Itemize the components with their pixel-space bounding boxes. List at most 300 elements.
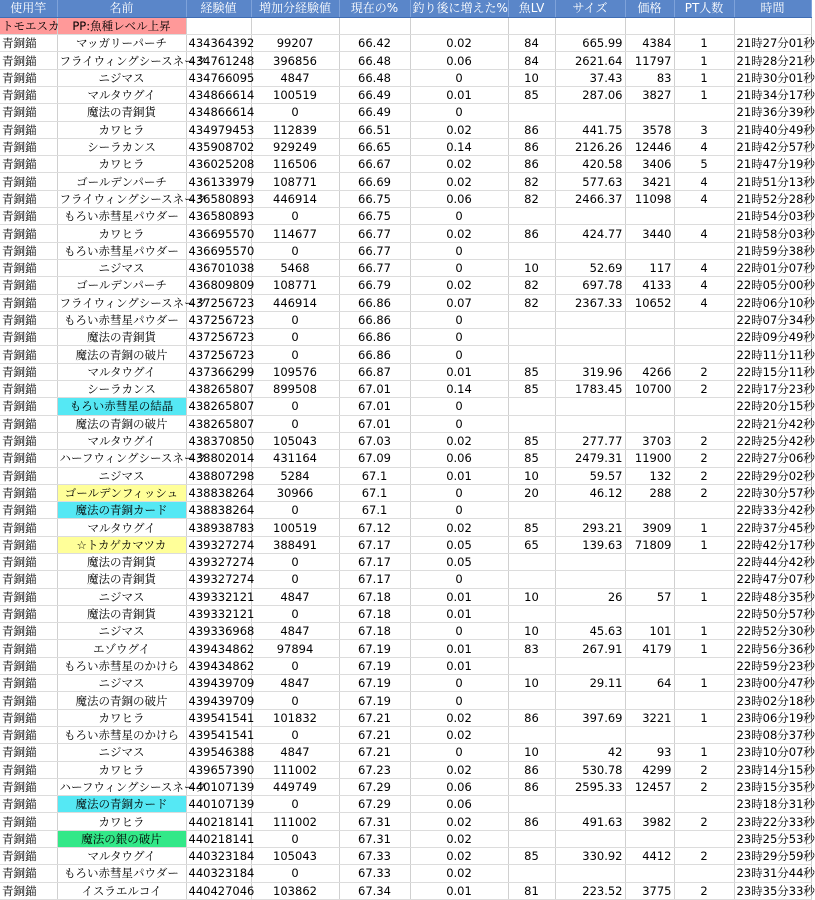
level-cell[interactable]: 10 (508, 259, 555, 276)
name-cell[interactable]: もろい赤彗星パウダー (57, 865, 186, 882)
inc-cell[interactable]: 0 (410, 104, 508, 121)
inc-cell[interactable]: 0.01 (410, 467, 508, 484)
size-cell[interactable]: 42 (555, 744, 625, 761)
size-cell[interactable] (555, 398, 625, 415)
inc-cell[interactable]: 0 (410, 415, 508, 432)
level-cell[interactable]: 81 (508, 882, 555, 899)
level-cell[interactable]: 82 (508, 294, 555, 311)
rod-cell[interactable]: 青銅錨 (0, 242, 57, 259)
pt-cell[interactable] (674, 311, 734, 328)
rod-cell[interactable]: 青銅錨 (0, 311, 57, 328)
inc-cell[interactable]: 0.01 (410, 363, 508, 380)
name-cell[interactable]: 魔法の青銅貨 (57, 329, 186, 346)
pt-cell[interactable]: 2 (674, 848, 734, 865)
rod-cell[interactable]: 青銅錨 (0, 190, 57, 207)
name-cell[interactable]: カワヒラ (57, 813, 186, 830)
price-cell[interactable] (625, 865, 674, 882)
time-cell[interactable]: 23時14分15秒 (734, 761, 811, 778)
size-cell[interactable] (555, 415, 625, 432)
inc-cell[interactable]: 0.14 (410, 381, 508, 398)
level-cell[interactable]: 85 (508, 381, 555, 398)
pct-cell[interactable]: 67.18 (339, 588, 410, 605)
rod-cell[interactable]: 青銅錨 (0, 346, 57, 363)
level-cell[interactable] (508, 311, 555, 328)
exp-cell[interactable]: 436701038 (186, 259, 251, 276)
exp-cell[interactable]: 439332121 (186, 588, 251, 605)
time-cell[interactable]: 22時56分36秒 (734, 640, 811, 657)
inc-cell[interactable]: 0 (410, 259, 508, 276)
name-cell[interactable]: もろい赤彗星のかけら (57, 726, 186, 743)
gain-cell[interactable]: 109576 (251, 363, 339, 380)
inc-cell[interactable]: 0 (410, 242, 508, 259)
level-cell[interactable]: 84 (508, 35, 555, 52)
exp-cell[interactable]: 439546388 (186, 744, 251, 761)
pt-cell[interactable]: 4 (674, 173, 734, 190)
pct-cell[interactable]: 66.77 (339, 242, 410, 259)
gain-cell[interactable]: 4847 (251, 675, 339, 692)
level-cell[interactable]: 10 (508, 675, 555, 692)
level-cell[interactable] (508, 830, 555, 847)
pct-cell[interactable]: 67.34 (339, 882, 410, 899)
gain-cell[interactable]: 108771 (251, 173, 339, 190)
rod-cell[interactable]: 青銅錨 (0, 709, 57, 726)
exp-cell[interactable]: 438807298 (186, 467, 251, 484)
level-cell[interactable] (508, 104, 555, 121)
inc-cell[interactable]: 0 (410, 744, 508, 761)
gain-cell[interactable]: 100519 (251, 86, 339, 103)
name-cell[interactable]: 魔法の青銅の破片 (57, 415, 186, 432)
level-cell[interactable]: 86 (508, 138, 555, 155)
price-cell[interactable]: 3440 (625, 225, 674, 242)
price-cell[interactable]: 64 (625, 675, 674, 692)
pct-cell[interactable]: 67.01 (339, 398, 410, 415)
inc-cell[interactable]: 0.06 (410, 450, 508, 467)
pt-cell[interactable]: 4 (674, 138, 734, 155)
time-cell[interactable]: 23時18分31秒 (734, 796, 811, 813)
column-header[interactable]: 現在の% (339, 0, 410, 17)
exp-cell[interactable]: 434761248 (186, 52, 251, 69)
inc-cell[interactable]: 0 (410, 692, 508, 709)
pt-cell[interactable] (674, 502, 734, 519)
exp-cell[interactable]: 434364392 (186, 35, 251, 52)
pct-cell[interactable]: 66.48 (339, 69, 410, 86)
exp-cell[interactable]: 440107139 (186, 796, 251, 813)
gain-cell[interactable]: 116506 (251, 156, 339, 173)
size-cell[interactable] (555, 208, 625, 225)
pt-cell[interactable] (674, 17, 734, 34)
price-cell[interactable]: 10652 (625, 294, 674, 311)
exp-cell[interactable] (186, 17, 251, 34)
rod-cell[interactable]: 青銅錨 (0, 554, 57, 571)
gain-cell[interactable]: 0 (251, 571, 339, 588)
inc-cell[interactable]: 0.02 (410, 519, 508, 536)
time-cell[interactable]: 22時01分07秒 (734, 259, 811, 276)
inc-cell[interactable]: 0 (410, 398, 508, 415)
exp-cell[interactable]: 434766095 (186, 69, 251, 86)
gain-cell[interactable]: 111002 (251, 813, 339, 830)
inc-cell[interactable]: 0.02 (410, 173, 508, 190)
gain-cell[interactable]: 396856 (251, 52, 339, 69)
name-cell[interactable]: フライウィングシースネーク (57, 190, 186, 207)
inc-cell[interactable]: 0.02 (410, 709, 508, 726)
exp-cell[interactable]: 437256723 (186, 346, 251, 363)
pct-cell[interactable]: 66.86 (339, 294, 410, 311)
time-cell[interactable]: 22時44分42秒 (734, 554, 811, 571)
gain-cell[interactable]: 0 (251, 329, 339, 346)
rod-cell[interactable]: 青銅錨 (0, 692, 57, 709)
level-cell[interactable]: 10 (508, 744, 555, 761)
pt-cell[interactable] (674, 726, 734, 743)
rod-cell[interactable]: 青銅錨 (0, 259, 57, 276)
name-cell[interactable]: マッガリーパーチ (57, 35, 186, 52)
size-cell[interactable]: 420.58 (555, 156, 625, 173)
pct-cell[interactable]: 66.77 (339, 225, 410, 242)
inc-cell[interactable]: 0.05 (410, 554, 508, 571)
price-cell[interactable]: 71809 (625, 536, 674, 553)
gain-cell[interactable]: 446914 (251, 190, 339, 207)
price-cell[interactable]: 3221 (625, 709, 674, 726)
pct-cell[interactable]: 67.01 (339, 381, 410, 398)
inc-cell[interactable]: 0.01 (410, 640, 508, 657)
inc-cell[interactable]: 0 (410, 502, 508, 519)
pct-cell[interactable]: 67.19 (339, 692, 410, 709)
pt-cell[interactable]: 1 (674, 744, 734, 761)
gain-cell[interactable]: 0 (251, 311, 339, 328)
inc-cell[interactable]: 0.02 (410, 726, 508, 743)
time-cell[interactable] (734, 17, 811, 34)
time-cell[interactable]: 22時37分45秒 (734, 519, 811, 536)
gain-cell[interactable]: 101832 (251, 709, 339, 726)
rod-cell[interactable]: 青銅錨 (0, 813, 57, 830)
size-cell[interactable]: 46.12 (555, 484, 625, 501)
pct-cell[interactable]: 67.21 (339, 744, 410, 761)
exp-cell[interactable]: 434979453 (186, 121, 251, 138)
pt-cell[interactable]: 2 (674, 450, 734, 467)
price-cell[interactable]: 3578 (625, 121, 674, 138)
size-cell[interactable]: 277.77 (555, 432, 625, 449)
rod-cell[interactable]: 青銅錨 (0, 52, 57, 69)
pct-cell[interactable]: 67.03 (339, 432, 410, 449)
time-cell[interactable]: 22時06分10秒 (734, 294, 811, 311)
rod-cell[interactable]: 青銅錨 (0, 138, 57, 155)
pct-cell[interactable]: 66.75 (339, 190, 410, 207)
name-cell[interactable]: カワヒラ (57, 709, 186, 726)
level-cell[interactable]: 10 (508, 588, 555, 605)
pct-cell[interactable]: 66.65 (339, 138, 410, 155)
pct-cell[interactable]: 67.1 (339, 467, 410, 484)
name-cell[interactable]: マルタウグイ (57, 519, 186, 536)
price-cell[interactable] (625, 571, 674, 588)
pt-cell[interactable] (674, 346, 734, 363)
name-cell[interactable]: もろい赤彗星パウダー (57, 242, 186, 259)
name-cell[interactable]: もろい赤彗星のかけら (57, 657, 186, 674)
price-cell[interactable]: 83 (625, 69, 674, 86)
column-header[interactable]: 増加分経験値 (251, 0, 339, 17)
name-cell[interactable]: ゴールデンパーチ (57, 277, 186, 294)
inc-cell[interactable]: 0 (410, 484, 508, 501)
pct-cell[interactable]: 66.48 (339, 52, 410, 69)
pct-cell[interactable]: 67.1 (339, 502, 410, 519)
pt-cell[interactable] (674, 830, 734, 847)
rod-cell[interactable]: 青銅錨 (0, 796, 57, 813)
rod-cell[interactable]: 青銅錨 (0, 571, 57, 588)
name-cell[interactable]: ニジマス (57, 675, 186, 692)
level-cell[interactable]: 20 (508, 484, 555, 501)
rod-cell[interactable]: 青銅錨 (0, 104, 57, 121)
time-cell[interactable]: 21時58分03秒 (734, 225, 811, 242)
pt-cell[interactable]: 1 (674, 675, 734, 692)
inc-cell[interactable]: 0.02 (410, 225, 508, 242)
pct-cell[interactable]: 67.17 (339, 571, 410, 588)
inc-cell[interactable]: 0.02 (410, 848, 508, 865)
name-cell[interactable]: カワヒラ (57, 225, 186, 242)
gain-cell[interactable]: 0 (251, 657, 339, 674)
pct-cell[interactable]: 67.19 (339, 640, 410, 657)
gain-cell[interactable]: 105043 (251, 848, 339, 865)
gain-cell[interactable]: 108771 (251, 277, 339, 294)
name-cell[interactable]: ニジマス (57, 588, 186, 605)
pct-cell[interactable]: 67.1 (339, 484, 410, 501)
inc-cell[interactable]: 0.01 (410, 657, 508, 674)
gain-cell[interactable]: 388491 (251, 536, 339, 553)
gain-cell[interactable]: 0 (251, 830, 339, 847)
rod-cell[interactable]: 青銅錨 (0, 173, 57, 190)
exp-cell[interactable]: 437366299 (186, 363, 251, 380)
price-cell[interactable]: 11098 (625, 190, 674, 207)
name-cell[interactable]: ニジマス (57, 744, 186, 761)
rod-cell[interactable]: 青銅錨 (0, 208, 57, 225)
pct-cell[interactable]: 66.42 (339, 35, 410, 52)
pt-cell[interactable]: 1 (674, 640, 734, 657)
pct-cell[interactable]: 66.51 (339, 121, 410, 138)
rod-cell[interactable]: 青銅錨 (0, 848, 57, 865)
level-cell[interactable] (508, 657, 555, 674)
size-cell[interactable] (555, 571, 625, 588)
inc-cell[interactable]: 0.06 (410, 52, 508, 69)
name-cell[interactable]: マルタウグイ (57, 86, 186, 103)
name-cell[interactable]: ニジマス (57, 623, 186, 640)
level-cell[interactable]: 86 (508, 761, 555, 778)
rod-cell[interactable]: 青銅錨 (0, 277, 57, 294)
level-cell[interactable]: 83 (508, 640, 555, 657)
name-cell[interactable]: カワヒラ (57, 156, 186, 173)
price-cell[interactable]: 3703 (625, 432, 674, 449)
price-cell[interactable]: 101 (625, 623, 674, 640)
rod-cell[interactable]: 青銅錨 (0, 363, 57, 380)
price-cell[interactable]: 288 (625, 484, 674, 501)
time-cell[interactable]: 22時47分07秒 (734, 571, 811, 588)
price-cell[interactable] (625, 830, 674, 847)
name-cell[interactable]: ニジマス (57, 467, 186, 484)
inc-cell[interactable]: 0.05 (410, 536, 508, 553)
price-cell[interactable]: 11797 (625, 52, 674, 69)
time-cell[interactable]: 22時52分30秒 (734, 623, 811, 640)
column-header[interactable]: 釣り後に増えた% (410, 0, 508, 17)
gain-cell[interactable]: 0 (251, 415, 339, 432)
gain-cell[interactable]: 0 (251, 502, 339, 519)
level-cell[interactable] (508, 796, 555, 813)
level-cell[interactable] (508, 502, 555, 519)
pct-cell[interactable]: 67.19 (339, 657, 410, 674)
name-cell[interactable]: PP:魚種レベル上昇 (57, 17, 186, 34)
level-cell[interactable] (508, 17, 555, 34)
time-cell[interactable]: 22時11分11秒 (734, 346, 811, 363)
size-cell[interactable]: 491.63 (555, 813, 625, 830)
pt-cell[interactable]: 4 (674, 225, 734, 242)
gain-cell[interactable]: 0 (251, 398, 339, 415)
price-cell[interactable]: 4384 (625, 35, 674, 52)
name-cell[interactable]: ゴールデンパーチ (57, 173, 186, 190)
gain-cell[interactable]: 4847 (251, 623, 339, 640)
exp-cell[interactable]: 436025208 (186, 156, 251, 173)
level-cell[interactable]: 86 (508, 156, 555, 173)
size-cell[interactable]: 267.91 (555, 640, 625, 657)
column-header[interactable]: 経験値 (186, 0, 251, 17)
name-cell[interactable]: 魔法の青銅カード (57, 502, 186, 519)
inc-cell[interactable]: 0.14 (410, 138, 508, 155)
price-cell[interactable]: 3421 (625, 173, 674, 190)
inc-cell[interactable]: 0.02 (410, 35, 508, 52)
level-cell[interactable]: 82 (508, 173, 555, 190)
name-cell[interactable]: 魔法の青銅カード (57, 796, 186, 813)
level-cell[interactable]: 86 (508, 813, 555, 830)
time-cell[interactable]: 22時42分17秒 (734, 536, 811, 553)
pct-cell[interactable]: 67.09 (339, 450, 410, 467)
inc-cell[interactable]: 0.02 (410, 432, 508, 449)
rod-cell[interactable]: 青銅錨 (0, 536, 57, 553)
name-cell[interactable]: ゴールデンフィッシュ (57, 484, 186, 501)
inc-cell[interactable]: 0.01 (410, 588, 508, 605)
name-cell[interactable]: ハーフウィングシースネーク (57, 778, 186, 795)
level-cell[interactable]: 82 (508, 190, 555, 207)
time-cell[interactable]: 22時17分23秒 (734, 381, 811, 398)
level-cell[interactable]: 85 (508, 450, 555, 467)
time-cell[interactable]: 21時40分49秒 (734, 121, 811, 138)
inc-cell[interactable]: 0.02 (410, 761, 508, 778)
pt-cell[interactable]: 2 (674, 467, 734, 484)
pct-cell[interactable]: 66.86 (339, 311, 410, 328)
inc-cell[interactable]: 0.06 (410, 778, 508, 795)
exp-cell[interactable]: 436695570 (186, 242, 251, 259)
level-cell[interactable] (508, 726, 555, 743)
level-cell[interactable]: 82 (508, 277, 555, 294)
time-cell[interactable]: 23時15分35秒 (734, 778, 811, 795)
price-cell[interactable]: 4179 (625, 640, 674, 657)
gain-cell[interactable]: 0 (251, 726, 339, 743)
gain-cell[interactable]: 0 (251, 692, 339, 709)
gain-cell[interactable]: 0 (251, 104, 339, 121)
exp-cell[interactable]: 439439709 (186, 675, 251, 692)
pct-cell[interactable]: 66.86 (339, 346, 410, 363)
column-header[interactable]: PT人数 (674, 0, 734, 17)
time-cell[interactable]: 22時27分06秒 (734, 450, 811, 467)
exp-cell[interactable]: 440427046 (186, 882, 251, 899)
exp-cell[interactable]: 436580893 (186, 190, 251, 207)
name-cell[interactable]: 魔法の銀の破片 (57, 830, 186, 847)
gain-cell[interactable]: 97894 (251, 640, 339, 657)
time-cell[interactable]: 21時34分17秒 (734, 86, 811, 103)
pt-cell[interactable]: 1 (674, 519, 734, 536)
rod-cell[interactable]: 青銅錨 (0, 830, 57, 847)
exp-cell[interactable]: 436695570 (186, 225, 251, 242)
size-cell[interactable] (555, 17, 625, 34)
exp-cell[interactable]: 435908702 (186, 138, 251, 155)
size-cell[interactable]: 2479.31 (555, 450, 625, 467)
gain-cell[interactable]: 30966 (251, 484, 339, 501)
size-cell[interactable] (555, 554, 625, 571)
price-cell[interactable]: 4412 (625, 848, 674, 865)
size-cell[interactable]: 697.78 (555, 277, 625, 294)
size-cell[interactable] (555, 830, 625, 847)
price-cell[interactable]: 93 (625, 744, 674, 761)
rod-cell[interactable]: 青銅錨 (0, 329, 57, 346)
inc-cell[interactable]: 0.06 (410, 190, 508, 207)
inc-cell[interactable]: 0.06 (410, 796, 508, 813)
time-cell[interactable]: 22時21分42秒 (734, 415, 811, 432)
pct-cell[interactable]: 66.49 (339, 86, 410, 103)
price-cell[interactable]: 4133 (625, 277, 674, 294)
pt-cell[interactable]: 1 (674, 709, 734, 726)
rod-cell[interactable]: 青銅錨 (0, 882, 57, 899)
name-cell[interactable]: 魔法の青銅貨 (57, 554, 186, 571)
time-cell[interactable]: 22時59分23秒 (734, 657, 811, 674)
gain-cell[interactable]: 0 (251, 554, 339, 571)
time-cell[interactable]: 21時28分21秒 (734, 52, 811, 69)
pt-cell[interactable]: 1 (674, 52, 734, 69)
exp-cell[interactable]: 438265807 (186, 398, 251, 415)
exp-cell[interactable]: 439336968 (186, 623, 251, 640)
rod-cell[interactable]: 青銅錨 (0, 484, 57, 501)
inc-cell[interactable]: 0 (410, 329, 508, 346)
time-cell[interactable]: 22時29分02秒 (734, 467, 811, 484)
exp-cell[interactable]: 434866614 (186, 86, 251, 103)
pt-cell[interactable]: 1 (674, 86, 734, 103)
price-cell[interactable] (625, 311, 674, 328)
price-cell[interactable]: 3909 (625, 519, 674, 536)
inc-cell[interactable]: 0 (410, 675, 508, 692)
gain-cell[interactable]: 929249 (251, 138, 339, 155)
price-cell[interactable] (625, 329, 674, 346)
gain-cell[interactable]: 4847 (251, 744, 339, 761)
inc-cell[interactable]: 0 (410, 623, 508, 640)
pct-cell[interactable] (339, 17, 410, 34)
price-cell[interactable] (625, 692, 674, 709)
price-cell[interactable]: 57 (625, 588, 674, 605)
gain-cell[interactable]: 0 (251, 796, 339, 813)
level-cell[interactable]: 65 (508, 536, 555, 553)
time-cell[interactable]: 22時05分00秒 (734, 277, 811, 294)
gain-cell[interactable]: 899508 (251, 381, 339, 398)
exp-cell[interactable]: 439657390 (186, 761, 251, 778)
pt-cell[interactable] (674, 329, 734, 346)
level-cell[interactable] (508, 398, 555, 415)
time-cell[interactable]: 23時10分07秒 (734, 744, 811, 761)
level-cell[interactable]: 85 (508, 519, 555, 536)
size-cell[interactable] (555, 657, 625, 674)
price-cell[interactable]: 3406 (625, 156, 674, 173)
inc-cell[interactable]: 0 (410, 571, 508, 588)
gain-cell[interactable]: 0 (251, 242, 339, 259)
level-cell[interactable]: 85 (508, 86, 555, 103)
rod-cell[interactable]: 青銅錨 (0, 640, 57, 657)
gain-cell[interactable]: 446914 (251, 294, 339, 311)
level-cell[interactable] (508, 346, 555, 363)
exp-cell[interactable]: 437256723 (186, 294, 251, 311)
size-cell[interactable]: 441.75 (555, 121, 625, 138)
size-cell[interactable]: 530.78 (555, 761, 625, 778)
price-cell[interactable]: 11900 (625, 450, 674, 467)
rod-cell[interactable]: 青銅錨 (0, 69, 57, 86)
